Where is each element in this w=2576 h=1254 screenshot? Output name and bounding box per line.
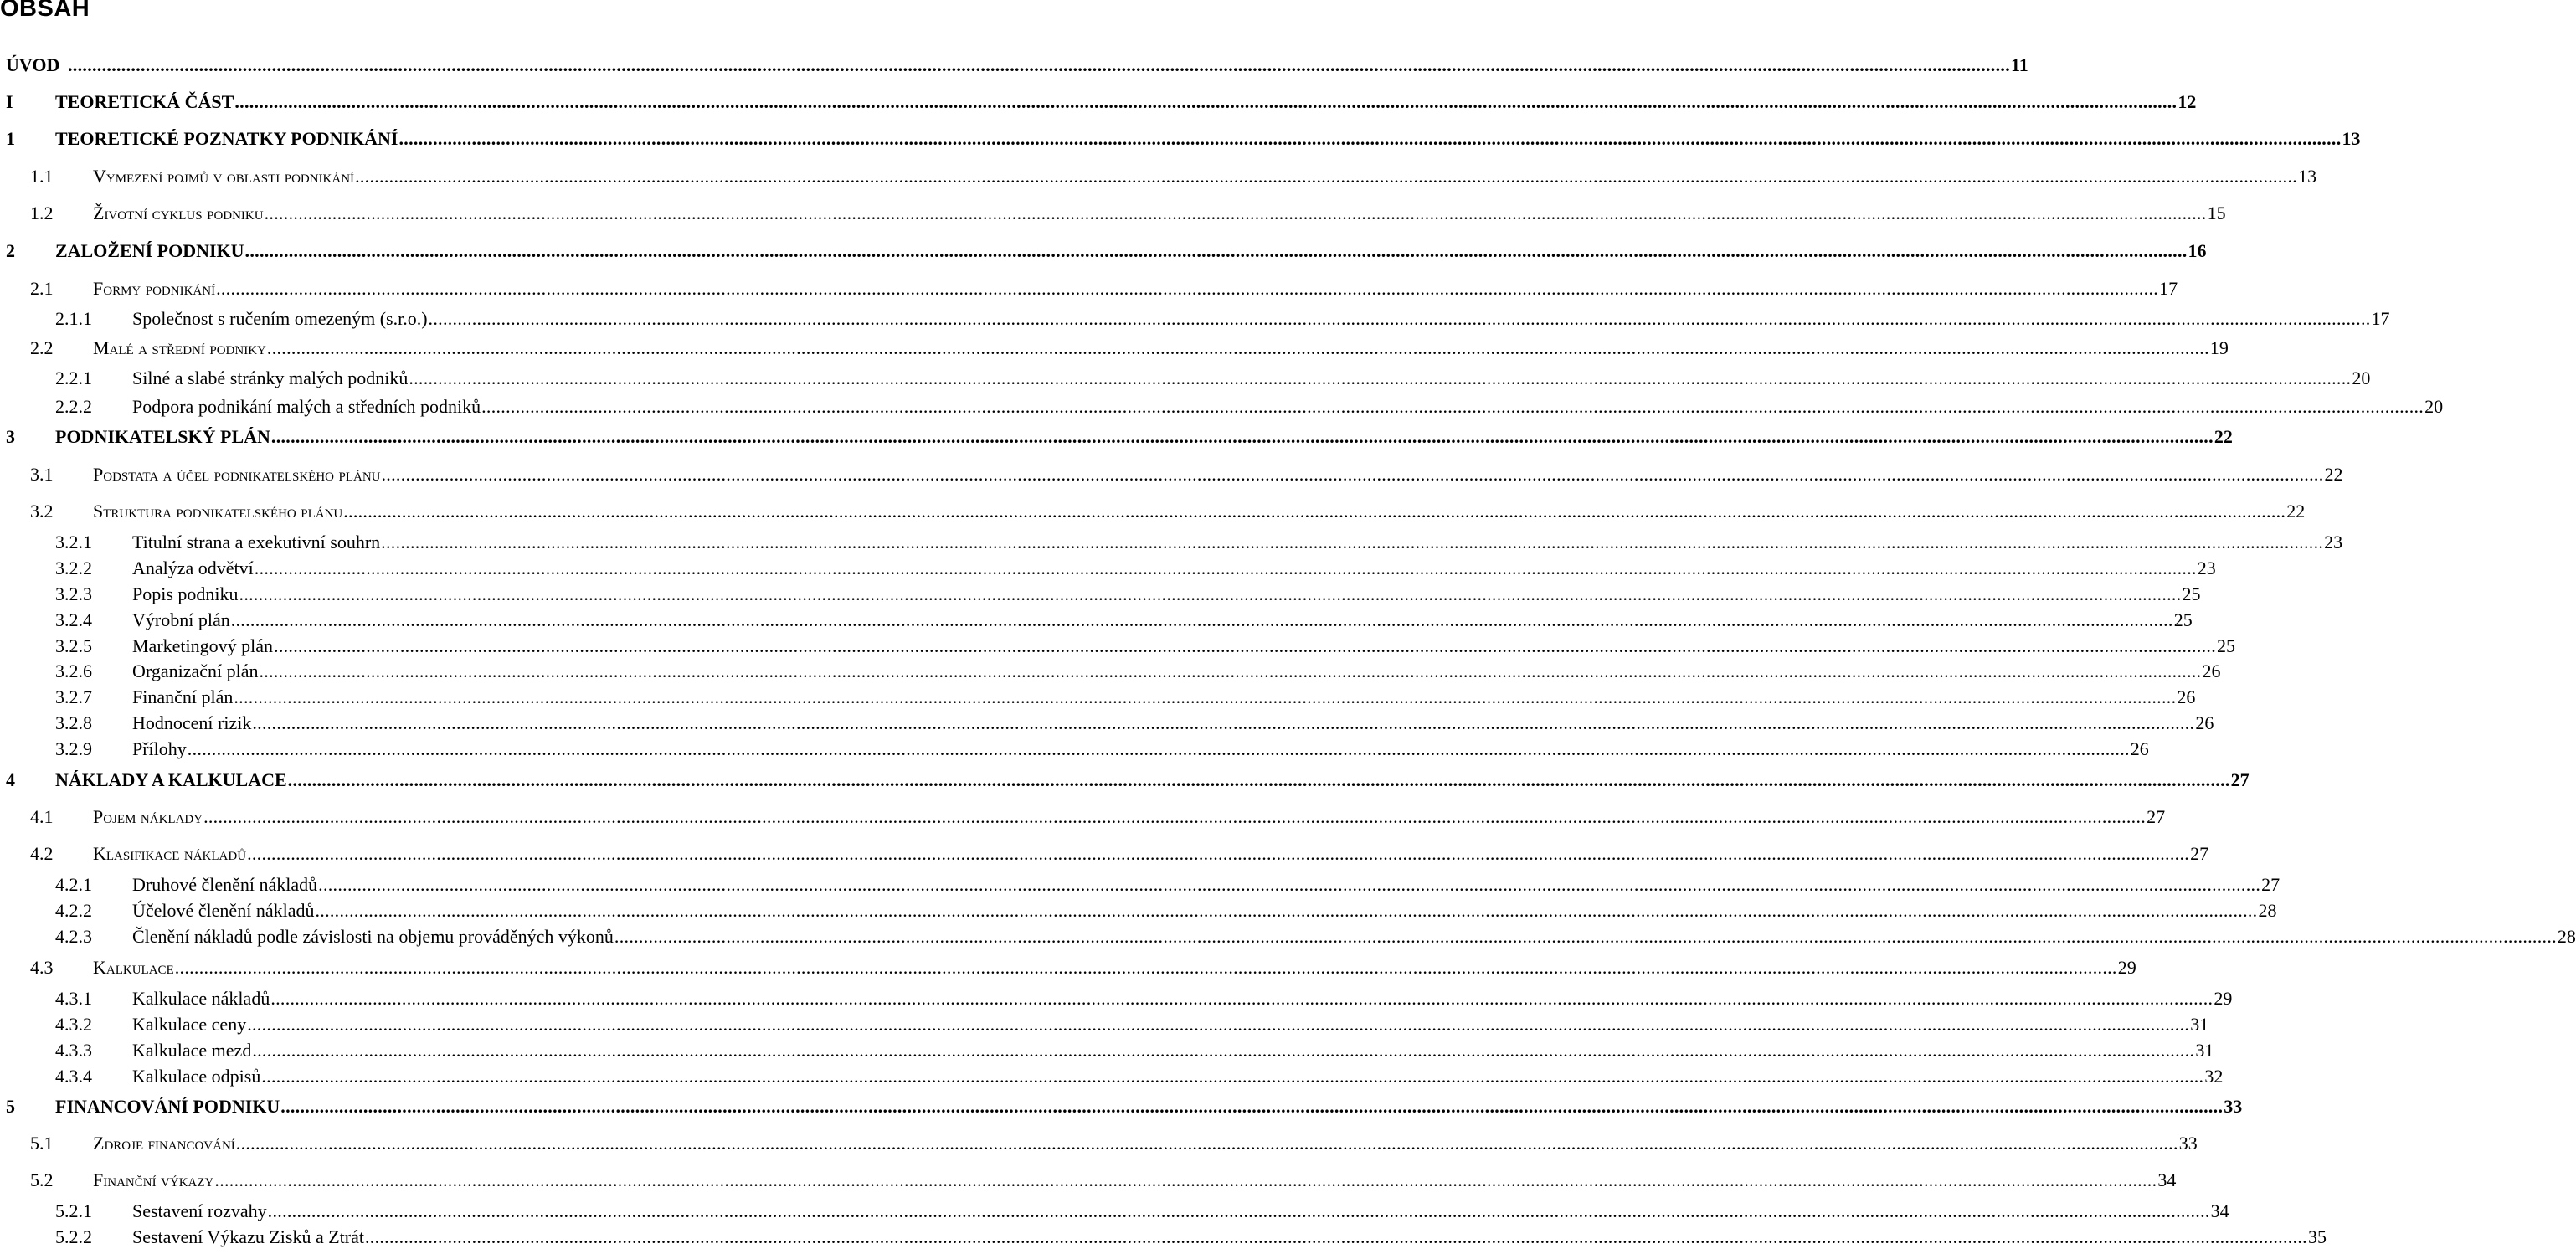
toc-entry-title: Sestavení Výkazu Zisků a Ztrát <box>132 1226 364 1247</box>
toc-entry-number: 4.2 <box>30 843 54 864</box>
toc-entry-page: 28 <box>2557 926 2576 947</box>
toc-entry[interactable] <box>0 708 2214 733</box>
toc-entry-number: 5 <box>6 1096 15 1117</box>
toc-entry[interactable] <box>0 460 2343 485</box>
toc-entry-title: TEORETICKÉ POZNATKY PODNIKÁNÍ <box>55 128 398 149</box>
toc-entry-title: Popis podniku <box>132 583 239 604</box>
toc-entry[interactable] <box>0 496 2306 522</box>
toc-entry-number: 4.3.2 <box>55 1014 92 1035</box>
toc-entry-number: 3.1 <box>30 464 54 485</box>
toc-entry-number: 4.2.2 <box>55 900 92 921</box>
toc-leader-dots: ................................................................................................................................................................................................................................................................................................................................................................................................................ <box>252 712 2195 733</box>
toc-entry-number: 3.2 <box>30 501 54 522</box>
toc-entry[interactable] <box>0 1222 2327 1247</box>
toc-leader-dots: ................................................................................................................................................................................................................................................................................................................................................................................................................ <box>287 769 2230 790</box>
toc-leader-dots: ................................................................................................................................................................................................................................................................................................................................................................................................................ <box>481 396 2424 417</box>
toc-entry-number: 3 <box>6 426 15 447</box>
toc-leader-dots: ................................................................................................................................................................................................................................................................................................................................................................................................................ <box>261 1066 2204 1087</box>
toc-entry-number: ÚVOD <box>6 54 60 75</box>
toc-entry[interactable] <box>0 922 2576 947</box>
toc-leader-dots: ................................................................................................................................................................................................................................................................................................................................................................................................................ <box>343 501 2286 522</box>
toc-entry-title: Kalkulace <box>93 957 174 978</box>
toc-entry-page: 13 <box>2298 166 2317 187</box>
toc-entry-title: Životní cyklus podniku <box>93 203 264 224</box>
toc-entry-page: 25 <box>2182 583 2201 604</box>
toc-entry-page: 22 <box>2324 464 2343 485</box>
toc-entry-title: ZALOŽENÍ PODNIKU <box>55 240 244 261</box>
toc-entry-number: 5.2.1 <box>55 1200 92 1221</box>
toc-entry-page: 29 <box>2117 957 2136 978</box>
toc-leader-dots: ................................................................................................................................................................................................................................................................................................................................................................................................................ <box>274 635 2217 656</box>
toc-entry[interactable] <box>0 198 2226 224</box>
toc-leader-dots: ................................................................................................................................................................................................................................................................................................................................................................................................................ <box>234 686 2177 707</box>
toc-entry-page: 27 <box>2147 806 2166 827</box>
toc-entry-page: 23 <box>2197 558 2216 578</box>
toc-leader-dots: ................................................................................................................................................................................................................................................................................................................................................................................................................ <box>398 128 2342 149</box>
toc-entry-page: 23 <box>2324 532 2343 552</box>
toc-entry-page: 29 <box>2214 988 2233 1009</box>
toc-entry-title: NÁKLADY A KALKULACE <box>55 769 287 790</box>
toc-entry-page: 26 <box>2177 686 2196 707</box>
toc-leader-dots: ................................................................................................................................................................................................................................................................................................................................................................................................................ <box>381 532 2324 552</box>
toc-entry-page: 28 <box>2258 900 2277 921</box>
toc-entry[interactable] <box>0 1092 2243 1117</box>
toc-entry[interactable] <box>0 1036 2214 1061</box>
toc-entry[interactable] <box>0 605 2193 630</box>
toc-entry[interactable] <box>0 1196 2229 1221</box>
toc-entry-page: 35 <box>2307 1226 2327 1247</box>
toc-entry-number: 5.1 <box>30 1133 54 1154</box>
toc-entry-number: 3.2.3 <box>55 583 92 604</box>
toc-entry-page: 31 <box>2190 1014 2209 1035</box>
toc-entry[interactable] <box>0 802 2166 827</box>
toc-entry[interactable] <box>0 1010 2209 1035</box>
toc-entry-title: Hodnocení rizik <box>132 712 252 733</box>
toc-entry-page: 17 <box>2159 278 2178 299</box>
toc-entry-number: 1 <box>6 128 15 149</box>
toc-entry-number: 2.2.2 <box>55 396 92 417</box>
toc-entry-number: 3.2.4 <box>55 609 92 630</box>
toc-entry-page: 13 <box>2342 128 2361 149</box>
toc-entry-number: 4.3.3 <box>55 1040 92 1061</box>
toc-entry-number: 4.2.3 <box>55 926 92 947</box>
toc-leader-dots: ................................................................................................................................................................................................................................................................................................................................................................................................................ <box>252 1040 2195 1061</box>
toc-entry-title: TEORETICKÁ ČÁST <box>55 91 234 112</box>
toc-entry-title: Přílohy <box>132 738 187 759</box>
toc-entry[interactable] <box>0 304 2390 329</box>
toc-entry-page: 27 <box>2190 843 2209 864</box>
toc-leader-dots: ................................................................................................................................................................................................................................................................................................................................................................................................................ <box>315 900 2258 921</box>
toc-entry-title: Účelové členění nákladů <box>132 900 315 921</box>
toc-entry-number: 3.2.2 <box>55 558 92 578</box>
toc-entry[interactable] <box>0 765 2250 790</box>
toc-entry-page: 15 <box>2207 203 2226 224</box>
toc-entry-page: 25 <box>2217 635 2236 656</box>
toc-entry-page: 27 <box>2230 769 2250 790</box>
toc-entry-number: 2.2 <box>30 337 54 358</box>
toc-entry-title: PODNIKATELSKÝ PLÁN <box>55 426 270 447</box>
toc-leader-dots: ................................................................................................................................................................................................................................................................................................................................................................................................................ <box>266 337 2209 358</box>
toc-entry-page: 25 <box>2173 609 2193 630</box>
toc-entry-page: 17 <box>2371 308 2390 329</box>
toc-entry[interactable] <box>0 1061 2224 1087</box>
toc-leader-dots: ................................................................................................................................................................................................................................................................................................................................................................................................................ <box>174 957 2117 978</box>
toc-entry-number: 4 <box>6 769 15 790</box>
toc-leader-dots: ................................................................................................................................................................................................................................................................................................................................................................................................................ <box>270 426 2214 447</box>
toc-entry-number: 3.2.7 <box>55 686 92 707</box>
toc-entry[interactable] <box>0 527 2343 552</box>
toc-entry[interactable] <box>0 87 2197 112</box>
toc-entry[interactable] <box>0 1165 2177 1190</box>
toc-entry-title: FINANCOVÁNÍ PODNIKU <box>55 1096 280 1117</box>
toc-entry[interactable] <box>0 50 2028 75</box>
toc-entry-number: 3.2.8 <box>55 712 92 733</box>
toc-entry-title: Členění nákladů podle závislosti na objemu prováděných výkonů <box>132 926 614 947</box>
toc-entry-title: Společnost s ručením omezeným (s.r.o.) <box>132 308 428 329</box>
toc-entry-title: Podpora podnikání malých a středních podniků <box>132 396 481 417</box>
toc-entry-page: 12 <box>2178 91 2197 112</box>
toc-entry-title: Kalkulace ceny <box>132 1014 247 1035</box>
toc-entry-title: Silné a slabé stránky malých podniků <box>132 367 409 388</box>
toc-entry-number: 4.3 <box>30 957 54 978</box>
toc-entry-page: 20 <box>2352 367 2371 388</box>
toc-entry-title: Vymezení pojmů v oblasti podnikání <box>93 166 355 187</box>
toc-entry-number: 3.2.6 <box>55 660 92 681</box>
toc-entry-title: Pojem náklady <box>93 806 203 827</box>
toc-entry-title: Kalkulace odpisů <box>132 1066 261 1087</box>
toc-entry-page: 11 <box>2011 54 2028 75</box>
toc-entry-title: Struktura podnikatelského plánu <box>93 501 343 522</box>
toc-entry-title: Finanční výkazy <box>93 1169 214 1190</box>
toc-entry[interactable] <box>0 839 2209 864</box>
toc-leader-dots: ................................................................................................................................................................................................................................................................................................................................................................................................................ <box>187 738 2130 759</box>
toc-entry-number: 3.2.9 <box>55 738 92 759</box>
toc-entry[interactable] <box>0 363 2371 388</box>
toc-entry[interactable] <box>0 579 2201 604</box>
toc-leader-dots: ................................................................................................................................................................................................................................................................................................................................................................................................................ <box>280 1096 2224 1117</box>
toc-entry-number: 2.2.1 <box>55 367 92 388</box>
toc-leader-dots: ................................................................................................................................................................................................................................................................................................................................................................................................................ <box>254 558 2197 578</box>
toc-entry-page: 32 <box>2204 1066 2224 1087</box>
toc-entry-number: 2.1 <box>30 278 54 299</box>
toc-leader-dots: ................................................................................................................................................................................................................................................................................................................................................................................................................ <box>428 308 2371 329</box>
toc-entry[interactable] <box>0 953 2136 978</box>
toc-leader-dots: ................................................................................................................................................................................................................................................................................................................................................................................................................ <box>247 1014 2190 1035</box>
toc-entry-title: Analýza odvětví <box>132 558 254 578</box>
toc-entry-number: 5.2.2 <box>55 1226 92 1247</box>
toc-entry-page: 31 <box>2195 1040 2214 1061</box>
toc-entry-number: 1.2 <box>30 203 54 224</box>
toc-entry-number: 4.2.1 <box>55 874 92 895</box>
toc-entry[interactable] <box>0 734 2149 759</box>
toc-leader-dots: ................................................................................................................................................................................................................................................................................................................................................................................................................ <box>244 240 2188 261</box>
toc-entry-page: 27 <box>2261 874 2280 895</box>
toc-leader-dots: ................................................................................................................................................................................................................................................................................................................................................................................................................ <box>239 583 2182 604</box>
toc-entry-title: Druhové členění nákladů <box>132 874 318 895</box>
toc-leader-dots: ................................................................................................................................................................................................................................................................................................................................................................................................................ <box>247 843 2190 864</box>
toc-entry[interactable] <box>0 631 2236 656</box>
toc-leader-dots: ................................................................................................................................................................................................................................................................................................................................................................................................................ <box>235 1133 2178 1154</box>
toc-entry-page: 34 <box>2157 1169 2177 1190</box>
toc-entry-title: Marketingový plán <box>132 635 274 656</box>
toc-entry[interactable] <box>0 896 2277 921</box>
toc-leader-dots: ................................................................................................................................................................................................................................................................................................................................................................................................................ <box>318 874 2261 895</box>
toc-entry-page: 22 <box>2286 501 2306 522</box>
toc-entry-number: 5.2 <box>30 1169 54 1190</box>
toc-entry-number: 4.1 <box>30 806 54 827</box>
toc-entry-page: 22 <box>2214 426 2233 447</box>
toc-leader-dots: ................................................................................................................................................................................................................................................................................................................................................................................................................ <box>214 1169 2157 1190</box>
toc-leader-dots: ................................................................................................................................................................................................................................................................................................................................................................................................................ <box>216 278 2159 299</box>
toc-entry-page: 26 <box>2195 712 2214 733</box>
toc-leader-dots: ................................................................................................................................................................................................................................................................................................................................................................................................................ <box>409 367 2352 388</box>
toc-leader-dots: ................................................................................................................................................................................................................................................................................................................................................................................................................ <box>234 91 2178 112</box>
toc-leader-dots: ................................................................................................................................................................................................................................................................................................................................................................................................................ <box>230 609 2173 630</box>
toc-leader-dots: ................................................................................................................................................................................................................................................................................................................................................................................................................ <box>68 54 2010 75</box>
toc-entry-title: Titulní strana a exekutivní souhrn <box>132 532 381 552</box>
toc-entry-title: Kalkulace nákladů <box>132 988 270 1009</box>
toc-entry-number: 3.2.1 <box>55 532 92 552</box>
toc-entry-page: 26 <box>2202 660 2221 681</box>
toc-entry-number: 1.1 <box>30 166 54 187</box>
toc-entry[interactable] <box>0 422 2233 447</box>
toc-entry-number: 4.3.4 <box>55 1066 92 1087</box>
toc-leader-dots: ................................................................................................................................................................................................................................................................................................................................................................................................................ <box>364 1226 2307 1247</box>
toc-entry-page: 19 <box>2209 337 2229 358</box>
toc-entry-number: 3.2.5 <box>55 635 92 656</box>
toc-entry-title: Finanční plán <box>132 686 234 707</box>
toc-entry-number: 4.3.1 <box>55 988 92 1009</box>
toc-entry[interactable] <box>0 682 2196 707</box>
toc-entry[interactable] <box>0 236 2207 261</box>
toc-entry-title: Organizační plán <box>132 660 259 681</box>
toc-leader-dots: ................................................................................................................................................................................................................................................................................................................................................................................................................ <box>355 166 2298 187</box>
toc-entry-number: 2 <box>6 240 15 261</box>
toc-entry-title: Podstata a účel podnikatelského plánu <box>93 464 381 485</box>
toc-leader-dots: ................................................................................................................................................................................................................................................................................................................................................................................................................ <box>270 988 2214 1009</box>
toc-entry-number: I <box>6 91 13 112</box>
toc-entry-page: 34 <box>2210 1200 2229 1221</box>
toc-entry-title: Zdroje financování <box>93 1133 235 1154</box>
toc-entry-number: 2.1.1 <box>55 308 92 329</box>
toc-entry-page: 20 <box>2424 396 2444 417</box>
toc-entry-page: 16 <box>2188 240 2207 261</box>
toc-entry-page: 26 <box>2130 738 2149 759</box>
toc-entry-title: Kalkulace mezd <box>132 1040 252 1061</box>
toc-entry[interactable] <box>0 870 2280 895</box>
toc-entry-title: Formy podnikání <box>93 278 216 299</box>
toc-entry[interactable] <box>0 553 2216 578</box>
toc-leader-dots: ................................................................................................................................................................................................................................................................................................................................................................................................................ <box>381 464 2324 485</box>
toc-entry[interactable] <box>0 162 2317 187</box>
page-title: OBSAH <box>0 0 90 22</box>
toc-leader-dots: ................................................................................................................................................................................................................................................................................................................................................................................................................ <box>259 660 2202 681</box>
toc-entry-title: Malé a střední podniky <box>93 337 266 358</box>
toc-leader-dots: ................................................................................................................................................................................................................................................................................................................................................................................................................ <box>614 926 2557 947</box>
toc-entry-page: 33 <box>2224 1096 2243 1117</box>
toc-leader-dots: ................................................................................................................................................................................................................................................................................................................................................................................................................ <box>203 806 2147 827</box>
toc-entry[interactable] <box>0 984 2233 1009</box>
toc-entry[interactable] <box>0 333 2229 358</box>
toc-entry-page: 33 <box>2178 1133 2198 1154</box>
toc-entry[interactable] <box>0 1128 2198 1154</box>
toc-entry[interactable] <box>0 124 2361 149</box>
toc-entry-title: Výrobní plán <box>132 609 230 630</box>
toc-entry[interactable] <box>0 392 2444 417</box>
toc-entry-title: Sestavení rozvahy <box>132 1200 267 1221</box>
toc-entry[interactable] <box>0 274 2178 299</box>
toc-entry-title: Klasifikace nákladů <box>93 843 247 864</box>
toc-leader-dots: ................................................................................................................................................................................................................................................................................................................................................................................................................ <box>267 1200 2210 1221</box>
toc-leader-dots: ................................................................................................................................................................................................................................................................................................................................................................................................................ <box>264 203 2207 224</box>
toc-entry[interactable] <box>0 656 2221 681</box>
